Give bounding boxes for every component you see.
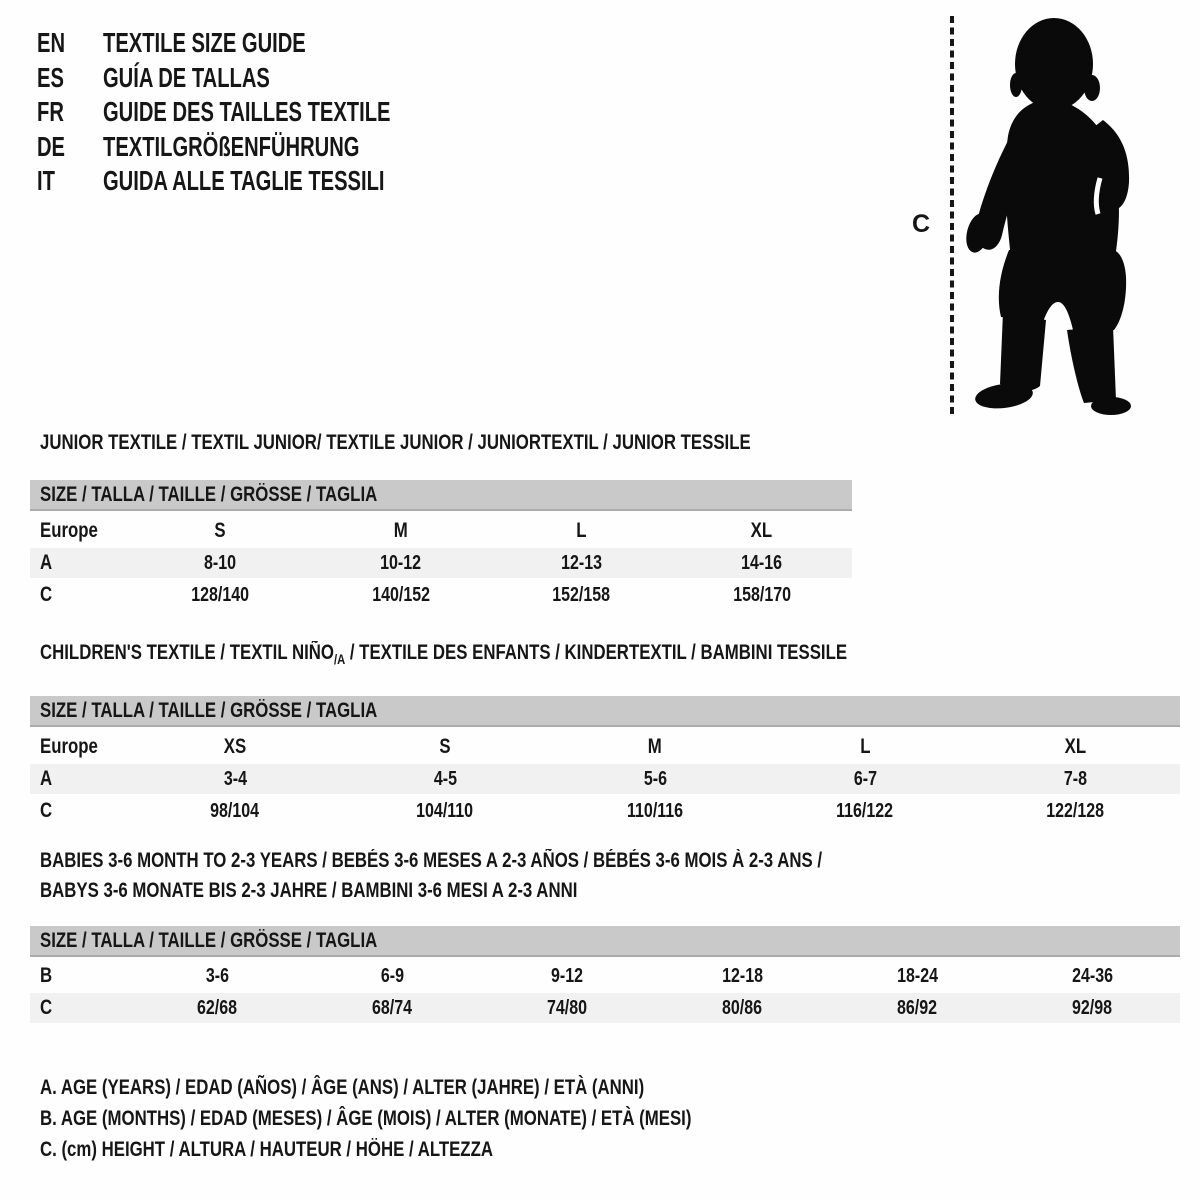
lang-title-fr: GUIDE DES TAILLES TEXTILE — [103, 96, 391, 127]
children-size-l: L — [859, 734, 871, 758]
babies-months-4: 12-18 — [722, 964, 763, 987]
lang-code-de: DE — [37, 130, 66, 162]
children-age-row-label: A — [40, 767, 53, 790]
children-height-l: 116/122 — [836, 799, 894, 822]
junior-sizes-row — [30, 513, 852, 548]
junior-section-title: JUNIOR TEXTILE / TEXTIL JUNIOR/ TEXTILE JUNIOR / JUNIORTEXTIL / JUNIOR TESSILE — [40, 431, 751, 454]
junior-height-l: 152/158 — [552, 583, 611, 606]
height-measure-figure — [900, 0, 1160, 425]
lang-code-es: ES — [37, 61, 64, 93]
babies-height-row — [30, 993, 1180, 1023]
height-measure-label: C — [912, 210, 931, 238]
children-height-row — [30, 794, 1180, 828]
children-height-xs: 98/104 — [210, 799, 260, 822]
junior-region-label: Europe — [40, 518, 98, 542]
junior-age-xl: 14-16 — [741, 551, 783, 574]
junior-height-row-label: C — [40, 583, 53, 606]
baby-silhouette-icon — [963, 0, 1138, 420]
children-size-m: M — [648, 734, 662, 758]
junior-size-m: M — [393, 518, 408, 542]
legend-line-b: B. AGE (MONTHS) / EDAD (MESES) / ÂGE (MOIS) / ALTER (MONATE) / ETÀ (MESI) — [40, 1107, 692, 1130]
children-size-xs: XS — [223, 734, 247, 758]
babies-size-header-bar: SIZE / TALLA / TAILLE / GRÖSSE / TAGLIA — [30, 926, 1180, 957]
children-section-title: CHILDREN'S TEXTILE / TEXTIL $NIÑO_{/A}$ / TEXTILE DES ENFANTS / KINDERTEXTIL / BAMBINI TESSILE — [40, 641, 848, 667]
babies-height-2: 68/74 — [372, 996, 413, 1019]
children-age-m: 5-6 — [643, 767, 667, 790]
children-height-s: 104/110 — [416, 799, 474, 822]
lang-title-en: TEXTILE SIZE GUIDE — [103, 27, 306, 58]
children-title-subscript: /A — [333, 651, 346, 667]
junior-age-s: 8-10 — [204, 551, 237, 574]
children-age-l: 6-7 — [853, 767, 877, 790]
lang-title-it: GUIDA ALLE TAGLIE TESSILI — [103, 165, 385, 196]
junior-age-l: 12-13 — [560, 551, 602, 574]
legend-line-c: C. (cm) HEIGHT / ALTURA / HAUTEUR / HÖHE / ALTEZZA — [40, 1138, 493, 1161]
babies-months-row-label: B — [40, 964, 53, 987]
children-sizes-row — [30, 729, 1180, 764]
junior-age-m: 10-12 — [380, 551, 422, 574]
junior-size-l: L — [576, 518, 587, 542]
children-age-xl: 7-8 — [1063, 767, 1087, 790]
lang-code-it: IT — [37, 165, 55, 196]
junior-height-xl: 158/170 — [732, 583, 791, 606]
lang-title-es: GUÍA DE TALLAS — [103, 61, 270, 93]
babies-height-6: 92/98 — [1072, 996, 1113, 1019]
children-height-m: 110/116 — [626, 799, 684, 822]
children-size-s: S — [439, 734, 451, 758]
junior-age-row-label: A — [40, 551, 53, 574]
junior-height-row — [30, 578, 852, 612]
junior-age-row — [30, 548, 852, 578]
babies-months-2: 6-9 — [380, 964, 405, 987]
babies-textile-section — [30, 846, 1180, 1023]
babies-months-3: 9-12 — [551, 964, 584, 987]
height-dashed-line — [950, 16, 954, 416]
lang-code-fr: FR — [37, 96, 64, 127]
children-height-row-label: C — [40, 799, 53, 822]
babies-section-title: BABIES 3-6 MONTH TO 2-3 YEARS / BEBÉS 3-6 MESES A 2-3 AÑOS / BÉBÉS 3-6 MOIS À 2-3 ANS / BABYS 3-6 MONATE BIS 2-3 JAHRE / BAMBINI 3-6 MESI A 2-3 ANNI — [40, 849, 823, 902]
children-region-label: Europe — [40, 734, 98, 758]
babies-height-3: 74/80 — [547, 996, 588, 1019]
lang-title-de: TEXTILGRÖßENFÜHRUNG — [103, 130, 360, 162]
children-size-header-bar: SIZE / TALLA / TAILLE / GRÖSSE / TAGLIA — [30, 696, 1180, 727]
babies-height-1: 62/68 — [197, 996, 238, 1019]
junior-textile-section — [30, 430, 852, 612]
lang-code-en: EN — [37, 27, 66, 58]
junior-size-xl: XL — [751, 518, 773, 542]
children-size-xl: XL — [1064, 734, 1086, 758]
junior-size-header-bar: SIZE / TALLA / TAILLE / GRÖSSE / TAGLIA — [30, 480, 852, 511]
junior-height-s: 128/140 — [191, 583, 250, 606]
babies-height-4: 80/86 — [722, 996, 763, 1019]
children-textile-section — [30, 640, 1180, 828]
children-age-s: 4-5 — [433, 767, 457, 790]
legend-line-a: A. AGE (YEARS) / EDAD (AÑOS) / ÂGE (ANS) / ALTER (JAHRE) / ETÀ (ANNI) — [40, 1076, 645, 1099]
children-height-xl: 122/128 — [1046, 799, 1104, 822]
babies-height-5: 86/92 — [897, 996, 938, 1019]
children-age-row — [30, 764, 1180, 794]
babies-months-1: 3-6 — [205, 964, 230, 987]
babies-months-row — [30, 959, 1180, 993]
junior-size-s: S — [214, 518, 226, 542]
babies-height-row-label: C — [40, 996, 53, 1019]
junior-height-m: 140/152 — [371, 583, 430, 606]
measurement-legend — [40, 1072, 854, 1165]
babies-months-6: 24-36 — [1072, 964, 1113, 987]
language-header — [37, 26, 502, 199]
children-age-xs: 3-4 — [223, 767, 247, 790]
babies-months-5: 18-24 — [897, 964, 938, 987]
